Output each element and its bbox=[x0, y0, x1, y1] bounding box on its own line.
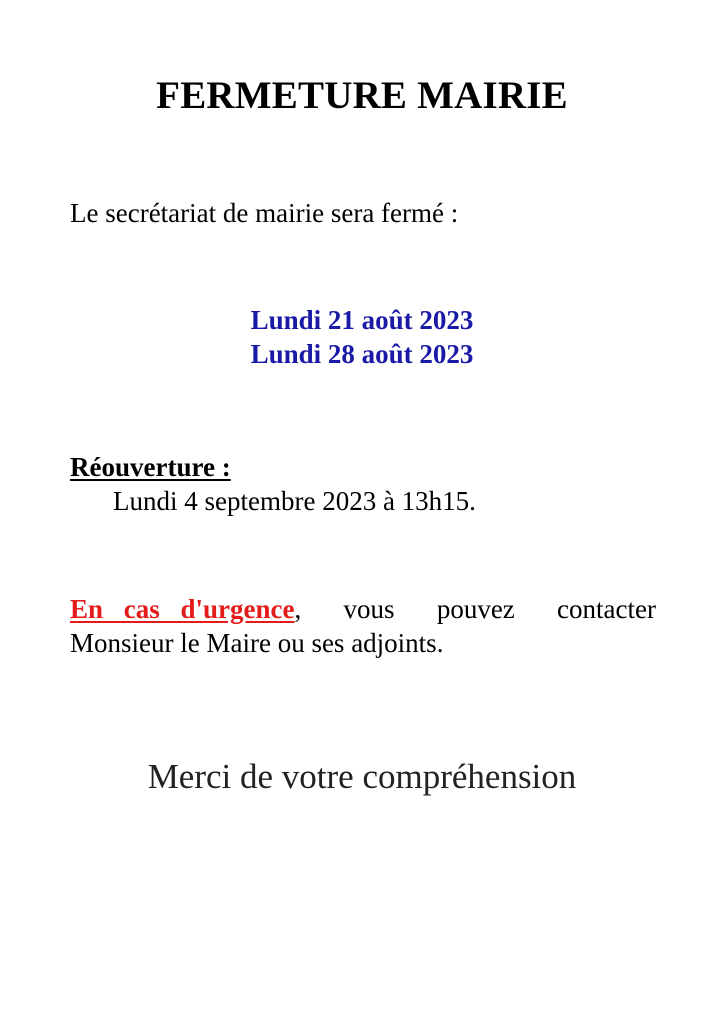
urgency-highlight: En cas d'urgence bbox=[70, 594, 295, 624]
urgency-paragraph bbox=[70, 592, 656, 660]
urgency-line-1 bbox=[70, 592, 656, 626]
intro-text: Le secrétariat de mairie sera fermé : bbox=[70, 198, 459, 228]
urgency-line-2: Monsieur le Maire ou ses adjoints. bbox=[70, 628, 444, 658]
closure-dates bbox=[0, 303, 724, 371]
reopening-label: Réouverture : bbox=[70, 452, 231, 482]
urgency-word: pouvez bbox=[436, 594, 515, 624]
closure-date-1: Lundi 21 août 2023 bbox=[250, 305, 474, 335]
urgency-comma: , bbox=[294, 594, 302, 624]
notice-title: FERMETURE MAIRIE bbox=[156, 74, 568, 117]
urgency-word: contacter bbox=[557, 594, 656, 624]
urgency-lead bbox=[70, 592, 301, 626]
closure-date-2: Lundi 28 août 2023 bbox=[250, 339, 474, 369]
urgency-word: vous bbox=[343, 594, 395, 624]
reopening-date: Lundi 4 septembre 2023 à 13h15. bbox=[113, 486, 476, 516]
closing-message: Merci de votre compréhension bbox=[147, 757, 577, 796]
